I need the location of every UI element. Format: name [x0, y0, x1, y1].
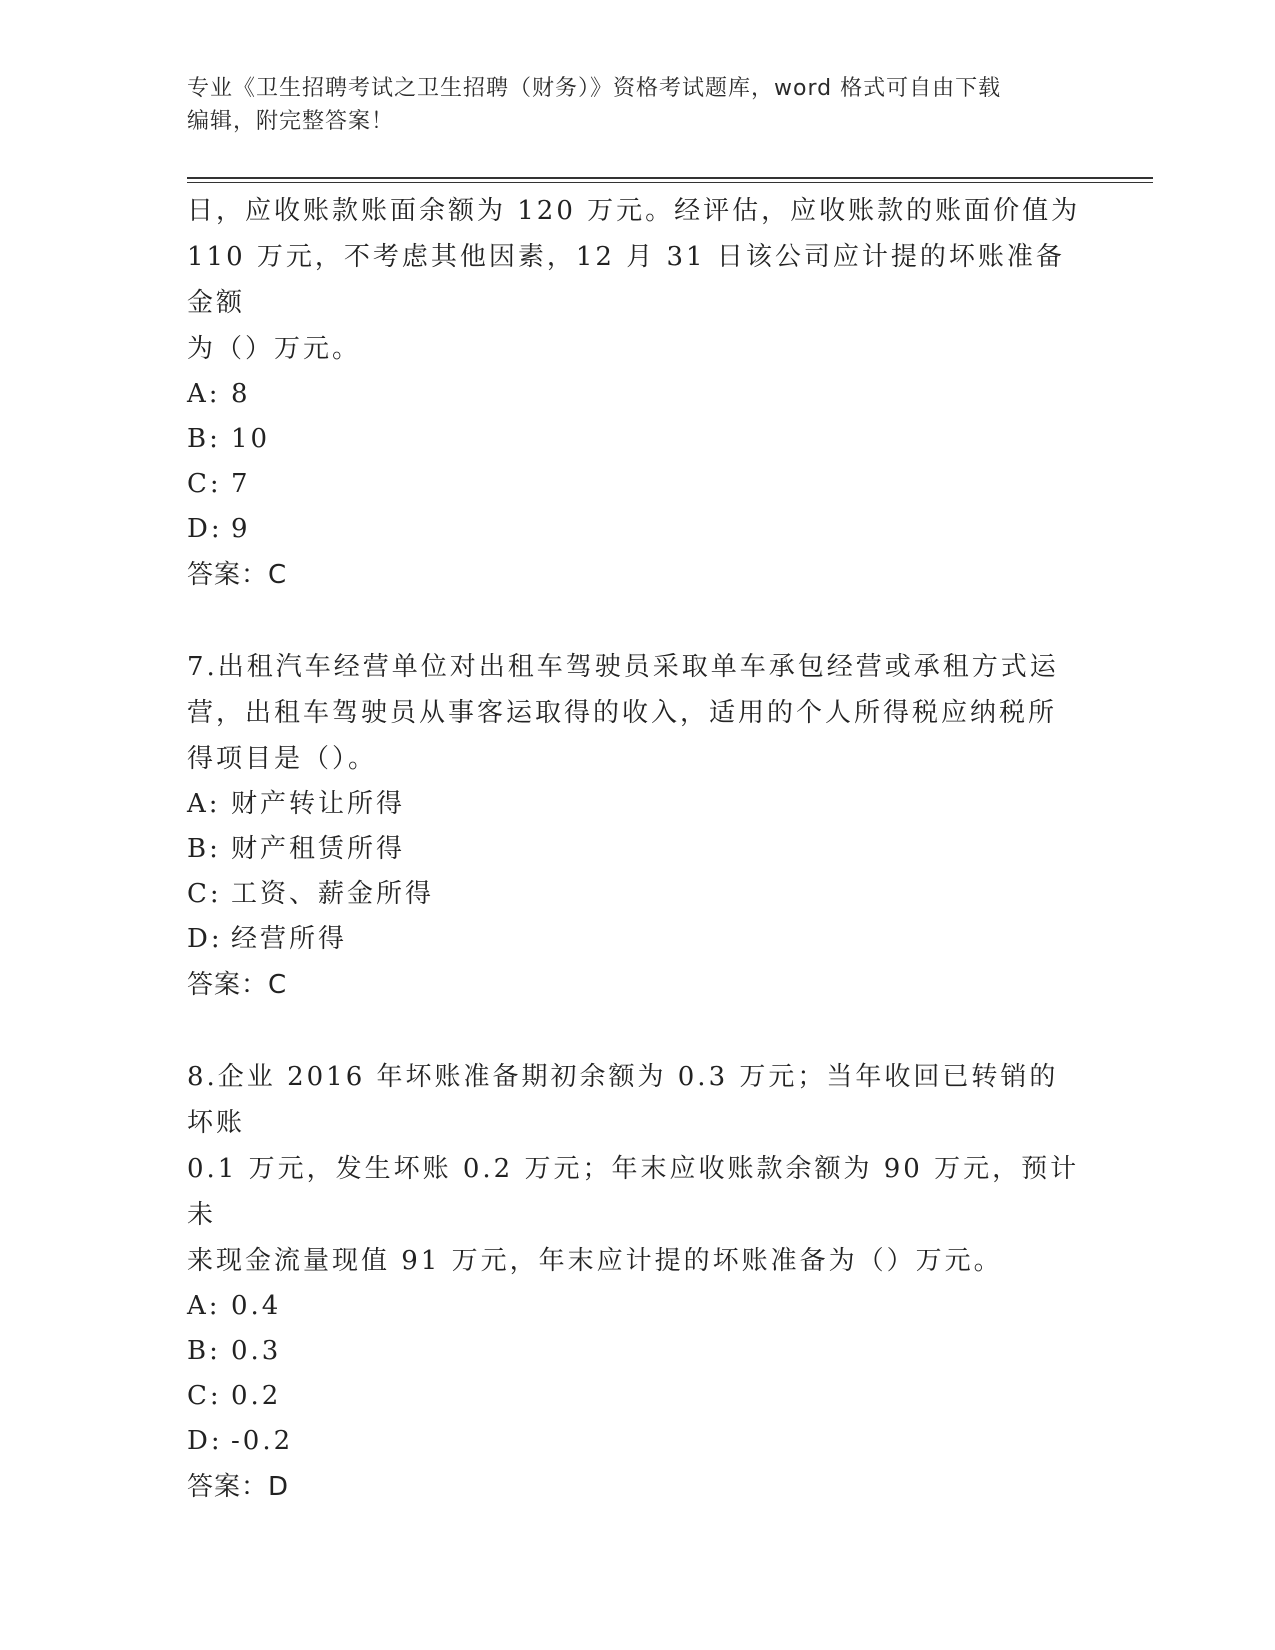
option-text: 工资、薪金所得 [231, 879, 435, 909]
option-text: 财产转让所得 [231, 789, 406, 819]
question-block [187, 644, 1087, 1008]
header-divider-thick [187, 177, 1153, 179]
question-text [187, 188, 1087, 372]
option-letter: A: [187, 789, 221, 819]
question-text-line: 110 万元，不考虑其他因素，12 月 31 日该公司应计提的坏账准备金额 [187, 242, 1065, 318]
option-list [187, 782, 1087, 962]
answer-line: 答案：C [187, 560, 288, 590]
option-c [187, 872, 1087, 917]
answer-line: 答案：C [187, 970, 288, 1000]
question-text-line: 营，出租车驾驶员从事客运取得的收入，适用的个人所得税应纳税所 [187, 698, 1058, 728]
question-text-line: 日，应收账款账面余额为 120 万元。经评估，应收账款的账面价值为 [187, 196, 1081, 226]
header-line-1: 专业《卫生招聘考试之卫生招聘（财务）》资格考试题库，word 格式可自由下载 [187, 76, 1002, 101]
option-letter: D: [187, 924, 223, 954]
option-b [187, 827, 1087, 872]
question-block [187, 188, 1087, 598]
option-text: 0.4 [231, 1291, 282, 1321]
question-text-line: 8.企业 2016 年坏账准备期初余额为 0.3 万元；当年收回已转销的坏账 [187, 1062, 1059, 1138]
option-c [187, 1374, 1087, 1419]
option-text: 9 [231, 514, 251, 544]
option-text: 0.3 [231, 1336, 282, 1366]
question-text [187, 1054, 1087, 1284]
option-d [187, 917, 1087, 962]
option-letter: D: [187, 1426, 223, 1456]
option-letter: C: [187, 1381, 222, 1411]
question-text-line: 来现金流量现值 91 万元，年末应计提的坏账准备为（）万元。 [187, 1246, 1003, 1276]
option-letter: C: [187, 469, 222, 499]
question-text [187, 644, 1087, 782]
option-a [187, 1284, 1087, 1329]
option-letter: D: [187, 514, 223, 544]
option-d [187, 507, 1087, 552]
option-list [187, 372, 1087, 552]
question-text-line: 得项目是（）。 [187, 744, 378, 774]
option-text: 0.2 [231, 1381, 282, 1411]
option-text: 10 [231, 424, 271, 454]
option-list [187, 1284, 1087, 1464]
question-text-line: 为（）万元。 [187, 334, 362, 364]
option-letter: B: [187, 1336, 221, 1366]
question-list [187, 188, 1087, 1510]
question-block [187, 1054, 1087, 1510]
option-d [187, 1419, 1087, 1464]
option-text: 财产租赁所得 [231, 834, 406, 864]
option-letter: B: [187, 424, 221, 454]
spacer [187, 598, 1087, 644]
option-c [187, 462, 1087, 507]
option-a [187, 782, 1087, 827]
page-header [187, 72, 1087, 138]
option-letter: A: [187, 1291, 221, 1321]
option-text: -0.2 [231, 1426, 294, 1456]
question-text-line: 7.出租汽车经营单位对出租车驾驶员采取单车承包经营或承租方式运 [187, 652, 1059, 682]
answer-line: 答案：D [187, 1472, 290, 1502]
header-line-2: 编辑，附完整答案！ [187, 109, 395, 134]
option-text: 7 [231, 469, 251, 499]
option-letter: A: [187, 379, 221, 409]
option-b [187, 1329, 1087, 1374]
spacer [187, 1008, 1087, 1054]
header-divider-thin [187, 182, 1153, 183]
option-text: 经营所得 [231, 924, 348, 954]
option-letter: C: [187, 879, 222, 909]
option-a [187, 372, 1087, 417]
option-b [187, 417, 1087, 462]
option-letter: B: [187, 834, 221, 864]
question-text-line: 0.1 万元，发生坏账 0.2 万元；年末应收账款余额为 90 万元，预计未 [187, 1154, 1080, 1230]
option-text: 8 [231, 379, 251, 409]
